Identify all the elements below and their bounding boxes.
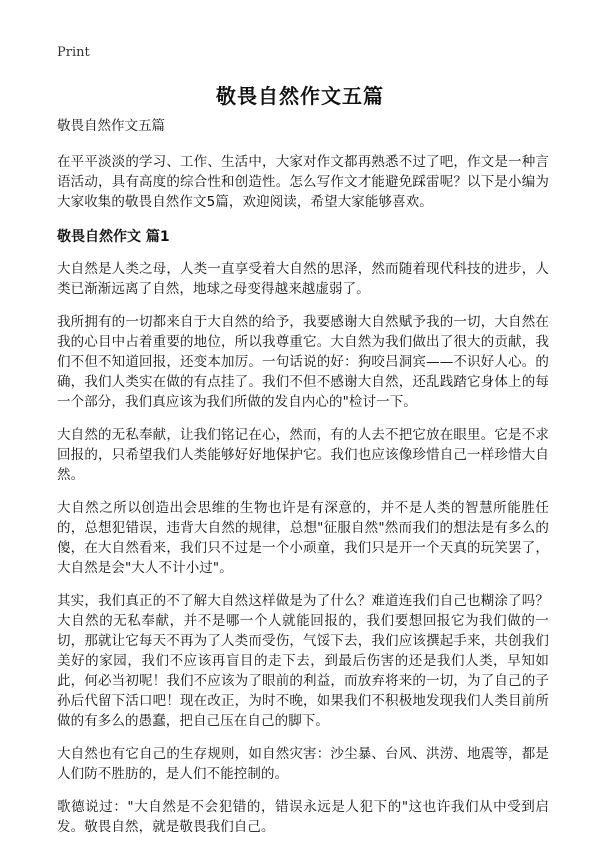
section-heading: 敬畏自然作文 篇1: [57, 229, 170, 245]
document-subtitle: 敬畏自然作文五篇: [57, 118, 165, 134]
body-paragraph-5: 其实，我们真正的不了解大自然这样做是为了什么？难道连我们自己也糊涂了吗？大自然的无私奉献，并不是哪一个人就能回报的，我们要想回报它为我们做的一切，那就让它每天不再为了人类而受伤，气馁下去，我们应该撰起手来，共创我们美好的家园，我们不应该再盲目的走下去，到最后伤害的还是我们人类，早知如此，何必当初呢！我们不应该为了眼前的利益，而放弃将来的一切，为了自己的子孙后代留下活口吧！现在改正，为时不晚，如果我们不积极地发现我们人类目前所做的有多么的愚蠢，把自己压在自己的脚下。: [57, 593, 549, 729]
body-paragraph-4: 大自然之所以创造出会思维的生物也许是有深意的，并不是人类的智慧所能胜任的，总想犯错误，违背大自然的规律，总想"征服自然"然而我们的想法是有多么的傻，在大自然看来，我们只不过是一个小顽童，我们只是开一个天真的玩笑罢了，大自然是会"大人不计小过"。: [57, 500, 549, 576]
intro-paragraph: 在平平淡淡的学习、工作、生活中，大家对作文都再熟悉不过了吧，作文是一种言语活动，具有高度的综合性和创造性。怎么写作文才能避免踩雷呢？以下是小编为大家收集的敬畏自然作文5篇，欢迎阅读，希望大家能够喜欢。: [57, 154, 549, 210]
print-label: Print: [57, 45, 90, 60]
body-paragraph-6: 大自然也有它自己的生存规则，如自然灾害：沙尘暴、台风、洪涝、地震等，都是人们防不胜肪的，是人们不能控制的。: [57, 746, 549, 782]
document-body: [57, 116, 549, 850]
body-paragraph-1: 大自然是人类之母，人类一直享受着大自然的思泽，然而随着现代科技的进步，人类已渐渐远离了自然，地球之母变得越来越虚弱了。: [57, 261, 549, 297]
document-title: 敬畏自然作文五篇: [216, 84, 384, 108]
body-paragraph-7: 歌德说过："大自然是不会犯错的，错误永远是人犯下的"这也许我们从中受到启发。敬畏自然，就是敬畏我们自己。: [57, 799, 549, 835]
body-paragraph-2: 我所拥有的一切都来自于大自然的给予，我要感谢大自然赋予我的一切，大自然在我的心目中占着重要的地位，所以我尊重它。大自然为我们做出了很大的贡献，我们不但不知道回报，还变本加厉。一句话说的好：狗咬吕洞宾——不识好人心。的确，我们人类实在做的有点挂了。我们不但不感谢大自然，还乱践踏它身体上的每一个部分，我们真应该为我们所做的发自内心的"检讨一下。: [57, 314, 549, 410]
body-paragraph-3: 大自然的无私奉献，让我们铭记在心，然而，有的人去不把它放在眼里。它是不求回报的，只希望我们人类能够好好地保护它。我们也应该像珍惜自己一样珍惜大自然。: [57, 427, 549, 483]
